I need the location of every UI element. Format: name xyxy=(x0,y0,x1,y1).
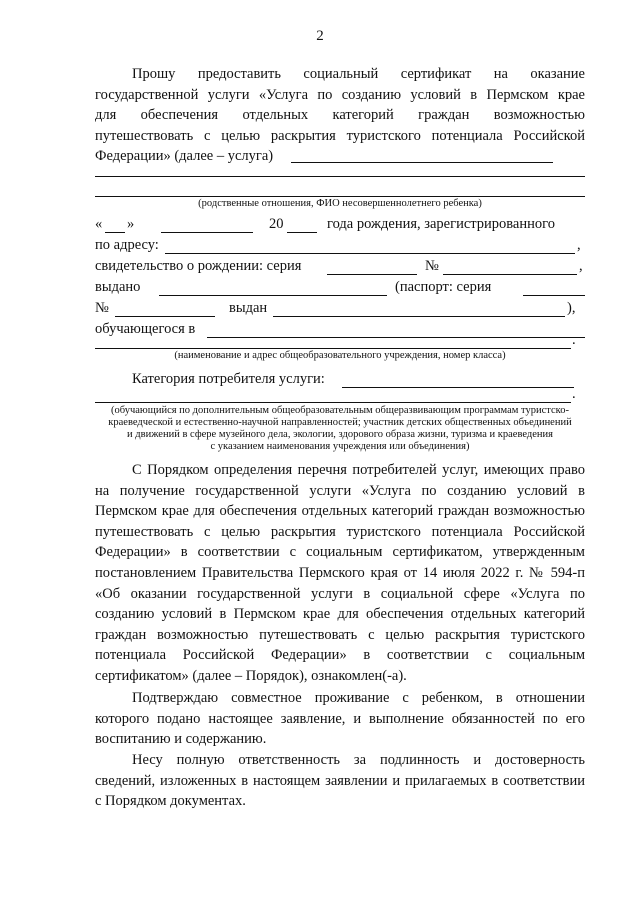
caption-category-line: краеведческой и естественно-научной направленностей; участник детских общественных объединений xyxy=(108,417,572,428)
comma: , xyxy=(577,237,581,253)
cert-number-field[interactable] xyxy=(443,260,577,275)
caption-category-line: (обучающийся по дополнительным общеобразовательным общеразвивающим программам туристско- xyxy=(111,405,569,416)
passport-number-field[interactable] xyxy=(115,302,215,317)
address-row xyxy=(95,237,585,257)
period: . xyxy=(572,332,576,348)
service-field[interactable] xyxy=(291,148,553,163)
issued-label2: выдан xyxy=(229,300,268,316)
number-sign: № xyxy=(95,300,109,316)
cert-issuer-field[interactable] xyxy=(159,281,387,296)
passport-number-row xyxy=(95,300,585,320)
passport-label: (паспорт: серия xyxy=(395,279,492,295)
intro-line: для обеспечения отдельных категорий граждан возможностью xyxy=(95,107,585,124)
issued-label: выдано xyxy=(95,279,141,295)
intro-line: путешествовать с целью раскрытия туристского потенциала Российской xyxy=(95,127,585,144)
category-row xyxy=(95,371,585,391)
paragraph-responsibility: Несу полную ответственность за подлинность и достоверность сведений, изложенных в настоящем заявлении и прилагаемых в соответствии с Порядком документах. xyxy=(95,752,585,810)
period: . xyxy=(572,386,576,402)
paragraph-procedure: С Порядком определения перечня потребителей услуг, имеющих право на получение государственной услуги «Услуга по созданию условий в Пермском крае для обеспечения отдельных категорий граждан возможностью путешествовать с целью раскрытия туристского потенциала Российской Федерации» в соответствии с социальным сертификатом, утвержденным постановлением Правительства Пермского края от 14 июля 2022 г. № 594-п «Об оказании государственной услуги в социальной сфере «Услуга по созданию условий в Пермском крае для обеспечения отдельных категорий граждан возможностью путешествовать с целью раскрытия туристского потенциала Российской Федерации» в соответствии с социальным сертификатом» (далее – Порядок), ознакомлен(-а). xyxy=(95,462,585,684)
student-row xyxy=(95,321,585,341)
child-name-field[interactable] xyxy=(95,196,585,197)
close-paren: ), xyxy=(567,300,576,316)
school-field[interactable] xyxy=(207,323,585,338)
caption-child: (родственные отношения, ФИО несовершеннолетнего ребенка) xyxy=(198,198,482,209)
page-number: 2 xyxy=(316,28,324,44)
intro-line: Прошу предоставить социальный сертификат на оказание xyxy=(132,66,585,82)
quote-close: » xyxy=(127,216,135,232)
comma: , xyxy=(579,258,583,274)
category-field-2[interactable] xyxy=(95,402,571,403)
year-prefix: 20 xyxy=(269,216,284,232)
passport-issuer-field[interactable] xyxy=(273,302,565,317)
intro-paragraph xyxy=(95,64,585,167)
birth-cert-row xyxy=(95,258,585,278)
cert-series-field[interactable] xyxy=(327,260,417,275)
year-field[interactable] xyxy=(287,218,317,233)
birth-cert-label: свидетельство о рождении: серия xyxy=(95,258,302,274)
address-label: по адресу: xyxy=(95,237,159,253)
school-field-2[interactable] xyxy=(95,348,571,349)
passport-series-field[interactable] xyxy=(523,281,585,296)
birth-date-row xyxy=(95,216,585,236)
caption-school: (наименование и адрес общеобразовательного учреждения, номер класса) xyxy=(174,350,506,361)
caption-category xyxy=(95,405,585,453)
caption-category-line: с указанием наименования учреждения или объединения) xyxy=(210,441,470,452)
day-field[interactable] xyxy=(105,218,125,233)
paragraph-cohabitation: Подтверждаю совместное проживание с ребенком, в отношении которого подано настоящее заявление, и выполнение обязанностей по его воспитанию и содержанию. xyxy=(95,690,585,748)
student-label: обучающегося в xyxy=(95,321,196,337)
month-field[interactable] xyxy=(161,218,253,233)
issued-row xyxy=(95,279,585,299)
intro-last-line xyxy=(95,146,585,167)
quote-open: « xyxy=(95,216,103,232)
birth-text: года рождения, зарегистрированного xyxy=(327,216,555,232)
category-field[interactable] xyxy=(342,373,574,388)
intro-line: государственной услуги «Услуга по созданию условий в Пермском крае xyxy=(95,86,585,103)
caption-category-line: и движений в сфере музейного дела, экологии, здорового образа жизни, туризма и краеведения xyxy=(127,429,553,440)
intro-line: Федерации» (далее – услуга) xyxy=(95,148,274,165)
number-sign: № xyxy=(425,258,439,274)
address-field[interactable] xyxy=(165,239,575,254)
blank-line[interactable] xyxy=(95,176,585,177)
category-label: Категория потребителя услуги: xyxy=(132,371,325,387)
